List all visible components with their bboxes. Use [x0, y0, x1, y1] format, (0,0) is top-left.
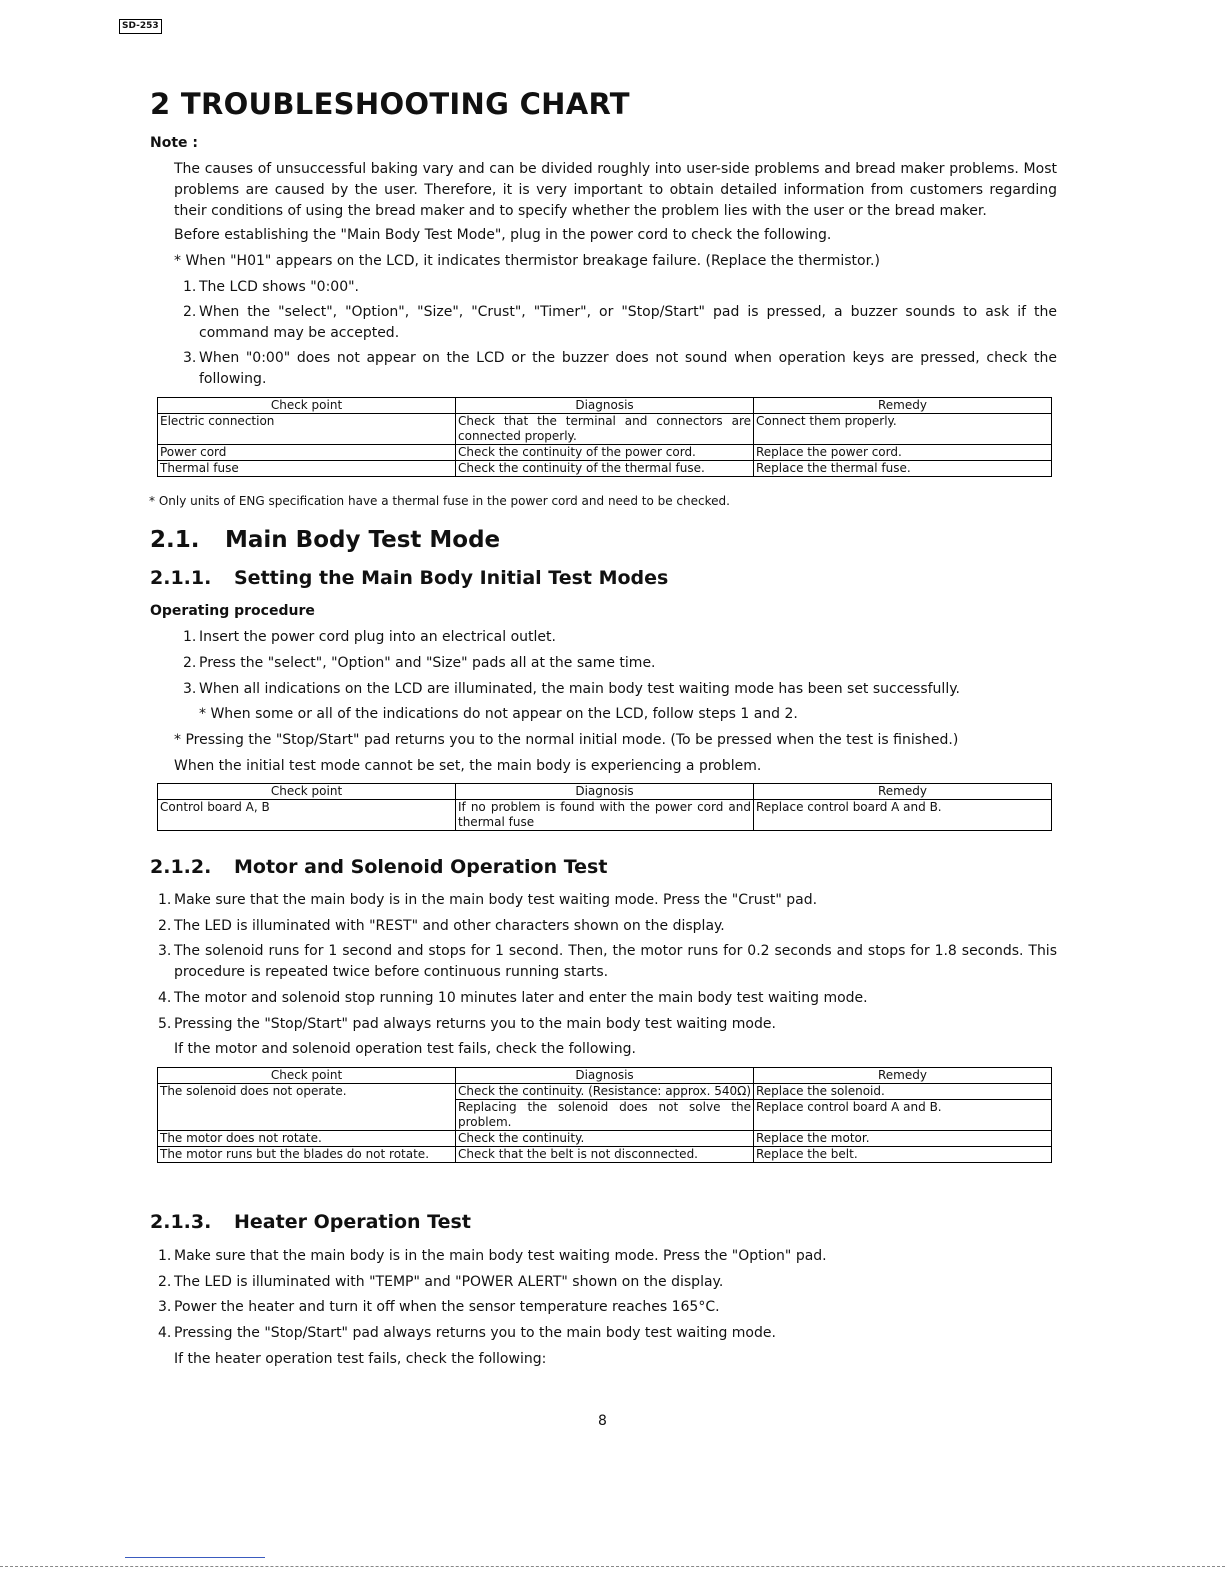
cell-remedy: Replace the thermal fuse.: [754, 461, 1052, 477]
note-paragraph: The causes of unsuccessful baking vary and can be divided roughly into user-side problems and bread maker problems. Most problems are caused by the user. Therefore, it is very important to obtain detailed information from customers regarding their conditions of using the bread maker and to specify whether the problem lies with the user or the bread maker.: [174, 161, 1057, 219]
item-number: 4.: [158, 990, 172, 1006]
cell-diagnosis: Check the continuity of the thermal fuse.: [456, 461, 754, 477]
table-header-row: [158, 1068, 1052, 1084]
item-text: The LCD shows "0:00".: [199, 279, 359, 295]
section-title: Motor and Solenoid Operation Test: [234, 856, 608, 878]
col-header-check-point: Check point: [158, 784, 456, 800]
cell-check: The solenoid does not operate.: [158, 1084, 456, 1131]
item-text: Power the heater and turn it off when the sensor temperature reaches 165°C.: [174, 1299, 720, 1315]
motor-step: [158, 988, 1057, 1009]
motor-step: [158, 890, 1057, 911]
item-number: 3.: [183, 350, 197, 366]
item-text: When the "select", "Option", "Size", "Crust", "Timer", or "Stop/Start" pad is pressed, a buzzer sounds to ask if the command may be accepted.: [199, 304, 1057, 341]
section-2-1-heading: [150, 527, 501, 553]
table-row: [158, 1131, 1052, 1147]
cell-check: The motor runs but the blades do not rotate.: [158, 1147, 456, 1163]
procedure-item: [183, 627, 556, 648]
item-number: 3.: [158, 1299, 172, 1315]
item-text: Make sure that the main body is in the main body test waiting mode. Press the "Crust" pad.: [174, 892, 818, 908]
item-text: The LED is illuminated with "TEMP" and "POWER ALERT" shown on the display.: [174, 1274, 724, 1290]
col-header-diagnosis: Diagnosis: [456, 784, 754, 800]
col-header-remedy: Remedy: [754, 398, 1052, 414]
page-number: 8: [598, 1413, 607, 1429]
section-2-1-2-heading: [150, 856, 608, 878]
item-number: 1.: [183, 629, 197, 645]
section-number: 2.1.2.: [150, 856, 212, 878]
col-header-remedy: Remedy: [754, 784, 1052, 800]
item-number: 1.: [158, 1248, 172, 1264]
procedure-item: [183, 653, 656, 674]
check-table-motor-solenoid: [157, 1067, 1052, 1163]
table-header-row: [158, 398, 1052, 414]
item-text: Pressing the "Stop/Start" pad always returns you to the main body test waiting mode.: [174, 1016, 776, 1032]
section-number: 2.1.1.: [150, 567, 212, 589]
stop-start-note: * Pressing the "Stop/Start" pad returns you to the normal initial mode. (To be pressed when the test is finished.): [174, 732, 959, 748]
cell-check: Electric connection: [158, 414, 456, 445]
cell-remedy: Replace the belt.: [754, 1147, 1052, 1163]
model-tag: SD-253: [119, 19, 162, 34]
cell-diagnosis: Check the continuity.: [456, 1131, 754, 1147]
cell-remedy: Connect them properly.: [754, 414, 1052, 445]
cell-remedy: Replace control board A and B.: [754, 800, 1052, 831]
heater-step: [158, 1297, 720, 1318]
footer-link-underline: [125, 1557, 265, 1558]
motor-step: [158, 941, 1057, 983]
check-item: [183, 348, 1057, 390]
item-number: 5.: [158, 1016, 172, 1032]
item-number: 1.: [158, 892, 172, 908]
item-number: 3.: [158, 943, 172, 959]
heater-step: [158, 1272, 724, 1293]
section-number: 2.1.: [150, 527, 200, 553]
section-title: Main Body Test Mode: [225, 527, 501, 553]
page-title: 2 TROUBLESHOOTING CHART: [150, 87, 630, 121]
cell-diagnosis: If no problem is found with the power cord and thermal fuse: [456, 800, 754, 831]
section-2-1-1-heading: [150, 567, 669, 589]
heater-step: [158, 1246, 827, 1267]
item-number: 2.: [158, 918, 172, 934]
check-item: [183, 302, 1057, 344]
before-text: Before establishing the "Main Body Test Mode", plug in the power cord to check the following.: [174, 227, 832, 243]
cell-check: Thermal fuse: [158, 461, 456, 477]
item-text: The motor and solenoid stop running 10 minutes later and enter the main body test waiting mode.: [174, 990, 868, 1006]
table-footnote: * Only units of ENG specification have a thermal fuse in the power cord and need to be checked.: [149, 494, 730, 508]
cell-diagnosis: Replacing the solenoid does not solve the problem.: [456, 1100, 754, 1131]
item-text: Pressing the "Stop/Start" pad always returns you to the main body test waiting mode.: [174, 1325, 776, 1341]
item-text: When all indications on the LCD are illuminated, the main body test waiting mode has been set successfully.: [199, 681, 960, 697]
procedure-item: [183, 679, 960, 700]
item-text: When "0:00" does not appear on the LCD or the buzzer does not sound when operation keys are pressed, check the following.: [199, 350, 1057, 387]
item-number: 1.: [183, 279, 197, 295]
cell-check: Power cord: [158, 445, 456, 461]
section-2-1-3-heading: [150, 1211, 471, 1233]
cell-diagnosis: Check that the terminal and connectors are connected properly.: [456, 414, 754, 445]
item-number: 2.: [183, 655, 197, 671]
check-item: [183, 277, 1057, 298]
check-table-power: [157, 397, 1052, 477]
col-header-remedy: Remedy: [754, 1068, 1052, 1084]
col-header-check-point: Check point: [158, 398, 456, 414]
cannot-set-text: When the initial test mode cannot be set, the main body is experiencing a problem.: [174, 758, 762, 774]
table-row: [158, 1147, 1052, 1163]
item-text: Press the "select", "Option" and "Size" pads all at the same time.: [199, 655, 656, 671]
item-text: The LED is illuminated with "REST" and other characters shown on the display.: [174, 918, 725, 934]
cell-remedy: Replace the power cord.: [754, 445, 1052, 461]
table-row: [158, 461, 1052, 477]
table-row: [158, 445, 1052, 461]
cell-diagnosis: Check the continuity. (Resistance: approx. 540Ω): [456, 1084, 754, 1100]
motor-step: [158, 916, 1057, 937]
check-table-control-board: [157, 783, 1052, 831]
motor-fail-text: If the motor and solenoid operation test fails, check the following.: [174, 1041, 636, 1057]
cell-remedy: Replace the solenoid.: [754, 1084, 1052, 1100]
cell-remedy: Replace the motor.: [754, 1131, 1052, 1147]
col-header-check-point: Check point: [158, 1068, 456, 1084]
procedure-subnote: * When some or all of the indications do not appear on the LCD, follow steps 1 and 2.: [199, 706, 798, 722]
item-text: The solenoid runs for 1 second and stops for 1 second. Then, the motor runs for 0.2 seconds and stops for 1.8 seconds. This procedure is repeated twice before continuous running starts.: [174, 943, 1057, 980]
item-number: 2.: [158, 1274, 172, 1290]
heater-fail-text: If the heater operation test fails, check the following:: [174, 1351, 547, 1367]
heater-step: [158, 1323, 776, 1344]
item-number: 4.: [158, 1325, 172, 1341]
section-title: Setting the Main Body Initial Test Modes: [234, 567, 669, 589]
cell-diagnosis: Check the continuity of the power cord.: [456, 445, 754, 461]
cell-remedy: Replace control board A and B.: [754, 1100, 1052, 1131]
table-row: [158, 1084, 1052, 1100]
cell-check: Control board A, B: [158, 800, 456, 831]
note-label: Note :: [150, 135, 198, 151]
item-text: Make sure that the main body is in the main body test waiting mode. Press the "Option" pad.: [174, 1248, 827, 1264]
cell-diagnosis: Check that the belt is not disconnected.: [456, 1147, 754, 1163]
table-header-row: [158, 784, 1052, 800]
table-row: [158, 800, 1052, 831]
section-number: 2.1.3.: [150, 1211, 212, 1233]
table-row: [158, 414, 1052, 445]
page-edge-divider: [0, 1566, 1225, 1567]
section-title: Heater Operation Test: [234, 1211, 471, 1233]
item-number: 2.: [183, 304, 197, 320]
col-header-diagnosis: Diagnosis: [456, 398, 754, 414]
h01-note: * When "H01" appears on the LCD, it indicates thermistor breakage failure. (Replace the thermistor.): [174, 253, 880, 269]
operating-procedure-label: Operating procedure: [150, 603, 315, 619]
cell-check: The motor does not rotate.: [158, 1131, 456, 1147]
item-number: 3.: [183, 681, 197, 697]
col-header-diagnosis: Diagnosis: [456, 1068, 754, 1084]
item-text: Insert the power cord plug into an electrical outlet.: [199, 629, 556, 645]
motor-step: [158, 1014, 1057, 1035]
